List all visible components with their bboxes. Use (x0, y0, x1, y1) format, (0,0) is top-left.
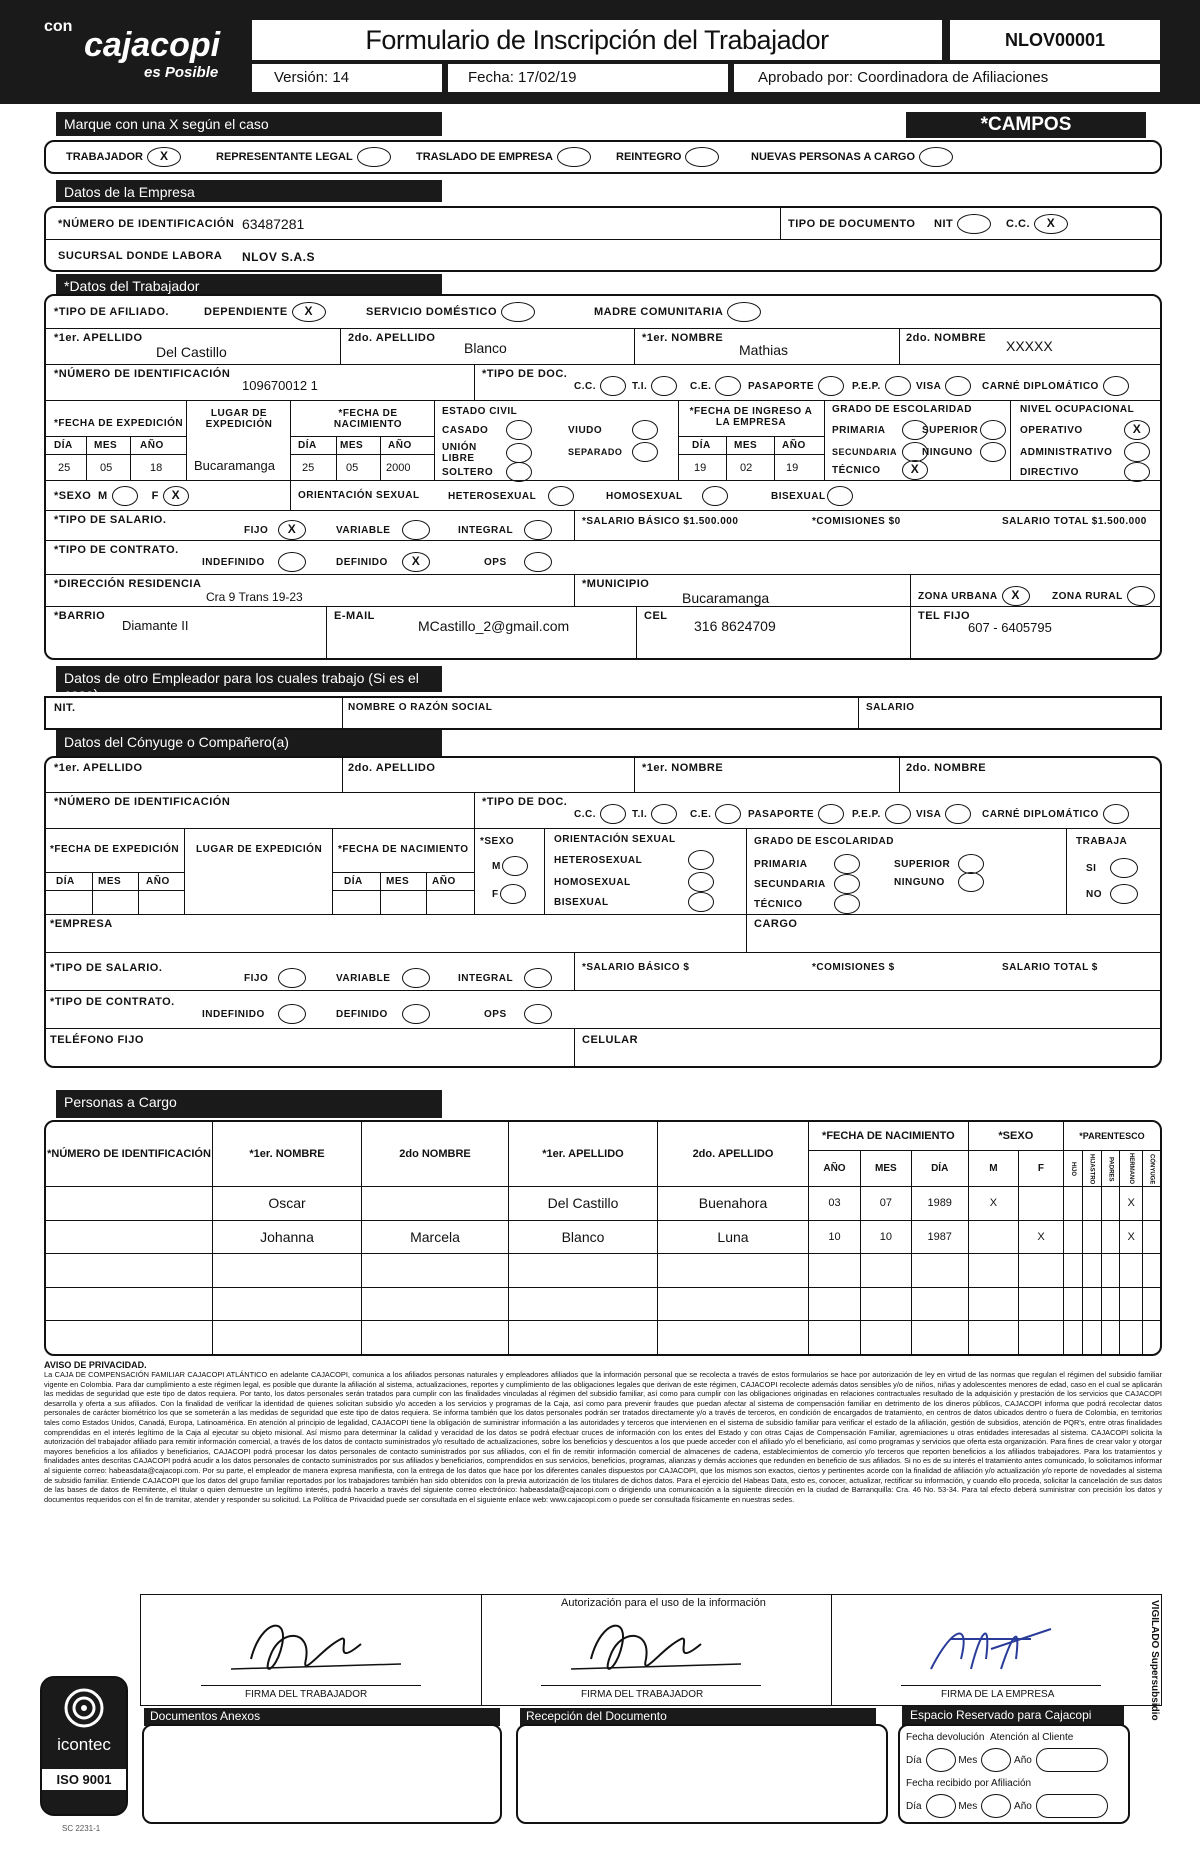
company-id-value[interactable]: 63487281 (242, 216, 305, 232)
orient-homo[interactable]: HOMOSEXUAL (606, 486, 728, 506)
spouse-birth-year-label: AÑO (432, 876, 456, 887)
spouse-phone-label: TELÉFONO FIJO (50, 1034, 144, 1046)
spouse-basic-label[interactable]: *SALARIO BÁSICO $ (582, 962, 690, 973)
table-row (46, 1187, 1160, 1220)
cell-year[interactable] (809, 1254, 861, 1287)
surname1-label: *1er. APELLIDO (54, 332, 143, 344)
exp-year[interactable]: 18 (150, 462, 163, 474)
total-salary[interactable]: SALARIO TOTAL $1.500.000 (1002, 516, 1147, 527)
birth-day[interactable]: 25 (302, 462, 315, 474)
birth-label: *FECHA DE NACIMIENTO (333, 408, 403, 430)
cell-f[interactable] (1019, 1254, 1064, 1287)
exp-place-label: LUGAR DE EXPEDICIÓN (205, 408, 273, 430)
table-row (46, 1321, 1160, 1355)
th-month: MES (860, 1151, 911, 1187)
cell-kin[interactable] (1082, 1187, 1101, 1220)
cell-day[interactable] (911, 1321, 968, 1355)
cell-name1[interactable]: Oscar (213, 1187, 362, 1220)
spouse-salary-fijo[interactable]: FIJO (244, 968, 306, 988)
cell-kin[interactable] (1142, 1254, 1160, 1287)
cell-year[interactable]: 03 (809, 1187, 861, 1220)
spouse-name1-label: *1er. NOMBRE (642, 762, 724, 774)
dependents-table (46, 1122, 1160, 1354)
option-reintegro[interactable]: REINTEGRO (616, 147, 751, 167)
spouse-salary-type-label: *TIPO DE SALARIO. (50, 962, 163, 974)
cell-kin[interactable] (1101, 1187, 1120, 1220)
mark-bar: Marque con una X según el caso (56, 112, 442, 136)
cell-surname1[interactable] (509, 1321, 658, 1355)
cell-kin[interactable] (1063, 1187, 1082, 1220)
cell-f[interactable] (1019, 1287, 1064, 1320)
th-year: AÑO (809, 1151, 861, 1187)
commissions[interactable]: *COMISIONES $0 (812, 516, 901, 527)
signature-area (140, 1594, 1162, 1706)
cell-id[interactable] (46, 1287, 213, 1320)
exp-place[interactable]: Bucaramanga (194, 458, 275, 473)
spouse-birth-label: *FECHA DE NACIMIENTO (338, 844, 469, 855)
th-kin-conyuge: CÓNYUGE (1142, 1151, 1160, 1187)
table-row (46, 1220, 1160, 1253)
spouse-bar: Datos del Cónyuge o Compañero(a) (56, 730, 442, 758)
cell-id[interactable] (46, 1321, 213, 1355)
cell-year[interactable] (809, 1321, 861, 1355)
contract-indefinido[interactable]: INDEFINIDO (202, 552, 306, 572)
zone-rural[interactable]: ZONA RURAL (1052, 586, 1155, 606)
worker-box (44, 294, 1162, 660)
company-nit[interactable]: NIT (934, 214, 991, 234)
cell-kin[interactable] (1101, 1254, 1120, 1287)
spouse-contract-label: *TIPO DE CONTRATO. (50, 996, 175, 1008)
spouse-sex-label: *SEXO (480, 836, 515, 847)
reception-box[interactable] (516, 1724, 888, 1824)
th-surname1: *1er. APELLIDO (509, 1122, 658, 1187)
cell-m[interactable] (968, 1220, 1018, 1253)
spouse-exp-place-label: LUGAR DE EXPEDICIÓN (196, 844, 323, 855)
cell-m[interactable] (968, 1287, 1018, 1320)
edu-primaria[interactable]: PRIMARIA (832, 420, 928, 440)
cell-name1[interactable] (213, 1287, 362, 1320)
spouse-id-label: *NÚMERO DE IDENTIFICACIÓN (54, 796, 231, 808)
cell-surname2[interactable] (658, 1254, 809, 1287)
spouse-surname2-label: 2do. APELLIDO (348, 762, 436, 774)
spouse-contract-definido[interactable]: DEFINIDO (336, 1004, 430, 1024)
cert-code: SC 2231-1 (62, 1824, 101, 1833)
cell-name1[interactable] (213, 1321, 362, 1355)
th-name1: *1er. NOMBRE (213, 1122, 362, 1187)
dependents-box (44, 1120, 1162, 1356)
privacy-text: La CAJA DE COMPENSACIÓN FAMILIAR CAJACOPI ATLÁNTICO en adelante CAJACOPI, comunica a los afiliados personas naturales y empleadores afiliados que la información personal que se recolecta a través de estos formularios se hace por autorización de ley en virtud de las normas que regulan el régimen del subsidio familiar vigente en Colombia. Para dar cumplimiento a este régimen legal, es posible que durante la afiliación al sistema, actualizaciones, reportes y cumplimiento de las obligaciones legales que derivan de este régimen, CAJACOPI recolecte además datos sensibles y/o de niños, niñas y adolescentes menores de edad, caso en el cual se aplicarán las medidas de seguridad que este tipo de datos requiera. Por tanto, los datos personales serán tratados para cumplir con las finalidades vinculadas al régimen del subsidio familiar, así como para cumplir con las obligaciones originadas en relaciones contractuales resultado de la adquisición y prestación de los servicios que CAJACOPI desarrolla y oferta a sus afiliados. Con la finalidad de verificar la identidad de quienes solicitan subsidio y/o acceden a los servicios y programas de la Caja, así como para prevenir fraudes que puedan afectar al sistema de compensación familiar en detrimento de los dineros públicos, CAJACOPI informa que podrá recolectar datos personales de carácter biométrico los que se someterán a las medidas de seguridad que este tipo de datos requiera. Se informa también que los datos personales podrán ser tratados directamente y/o a través de terceros, en condición de encargados de tratamiento, en centros de datos ubicados dentro o fuera de Colombia, en territorios tales como Estados Unidos, Canadá, Europa, Latinoamérica. En atención al principio de legalidad, CAJACOPI tiene la obligación de suministrar información a las autoridades y terceros que intervienen en el sistema de subsidio familiar para verificar el estado de la afiliación, gestión de subsidios, atención de PQR's, entre otras finalidades comprendidas en el interés legítimo de la Caja al ejecutar su objeto misional. Así mismo para determinar la calidad y veracidad de los datos se podrá efectuar cruces de información con los entes del Estado y con otras Cajas de Compensación Familiar, agremiaciones u otras entidades interesadas al sistema. CAJACOPI solicita la autorización del trabajador afiliado para remitir información comercial, a través de los datos de contacto suministrados y/o resultado de actualizaciones, sobre los beneficios y descuentos a los que puede acceder con el afiliado y/o el beneficiario, así como programas y servicios que oferta esta organización. Para fines de crear valor y otorgar mayores beneficios a los afiliados y beneficiarios, CAJACOPI podrá procesar los datos personales de contacto suministrados por sus afiliados, con el fin de remitir información comercial de almacenes de cadena, establecimientos de comercio y/o terceros que reporten beneficios a los afiliados trabajadores. Para los tratamientos y finalidades antes descritas CAJACOPI podrá acudir a los datos personales de contacto suministrados por sus afiliados y beneficiarios, comprendidos en sus servicios, beneficios, programas, alianzas y demás acciones que redunden en beneficio de sus afiliados. Si no es de su interés el tratamiento antes comunicado, lo solicitamos informar al siguiente correo: habeasdata@cajacopi.com. Por su parte, el empleador de manera expresa manifiesta, con la entrega de los datos que hace por los diferentes canales dispuestos por CAJACOPI, que los mismos son exactos, ciertos y pertinentes acorde con la finalidad de afiliación y/o actualización y/o reporte de novedades al sistema de subsidio familiar. Entiende CAJACOPI que los datos del grupo familiar reportados por los trabajadores también han sido obtenidos con la previa autorización de los titulares de dichos datos. Para el ejercicio del Habeas Data, esto es, conocer, actualizar, rectificar su información, y cuando ello proceda, solicitar la cancelación de sus datos de las bases de datos de Remitente, el titular o quien demuestre un legítimo interés, podrá hacerlo a través del siguiente correo electrónico: habeasdata@cajacopi.com o dirigiendo una comunicación a la siguiente dirección en la ciudad de Barranquilla: Cra. 46 No. 53-34. Para tal efecto deberá suministrar con precisión los datos y documentos requeridos con el fin de tramitar, atender y responder su solicitud. La Política de Privacidad puede ser consultada en el siguiente enlace web: www.cajacopi.com o puede ser consultada físicamente en nuestras sedes. (44, 1370, 1162, 1504)
cell-name2[interactable] (362, 1254, 509, 1287)
other-employer-bar: Datos de otro Empleador para los cuales trabajo (Si es el caso) (56, 666, 442, 692)
city-value[interactable]: Bucaramanga (682, 590, 770, 606)
cell-surname1[interactable] (509, 1254, 658, 1287)
cell-month[interactable] (860, 1254, 911, 1287)
entry-day[interactable]: 19 (694, 462, 707, 474)
civil-label: ESTADO CIVIL (442, 406, 518, 417)
cell-kin[interactable]: X (1120, 1187, 1142, 1220)
cell-kin[interactable] (1120, 1254, 1142, 1287)
cell-day[interactable]: 1987 (911, 1220, 968, 1253)
cell-name1[interactable]: Johanna (213, 1220, 362, 1253)
cell-kin[interactable] (1142, 1187, 1160, 1220)
spouse-exp-year-label: AÑO (146, 876, 170, 887)
hood-value[interactable]: Diamante II (122, 618, 189, 633)
spouse-edu-primaria[interactable]: PRIMARIA (754, 854, 860, 874)
salary-type-label: *TIPO DE SALARIO. (54, 514, 167, 526)
logo-top: con (44, 18, 73, 35)
sex-f[interactable]: X (163, 486, 189, 506)
occ-operativo[interactable]: OPERATIVO X (1020, 420, 1150, 440)
contract-label: *TIPO DE CONTRATO. (54, 544, 179, 556)
cell-month[interactable] (860, 1321, 911, 1355)
cell-surname1[interactable] (509, 1287, 658, 1320)
worker-bar: *Datos del Trabajador (56, 274, 442, 296)
cell-m[interactable] (968, 1321, 1018, 1355)
name2-label: 2do. NOMBRE (906, 332, 987, 344)
cell-kin[interactable] (1082, 1220, 1101, 1253)
hood-label: *BARRIO (54, 610, 106, 622)
cell-day[interactable] (911, 1254, 968, 1287)
cell-name2[interactable] (362, 1187, 509, 1220)
reception-bar: Recepción del Documento (520, 1708, 876, 1726)
spouse-salary-variable[interactable]: VARIABLE (336, 968, 430, 988)
cell-f[interactable] (1019, 1321, 1064, 1355)
spouse-cel-label: CELULAR (582, 1034, 639, 1046)
cell-kin[interactable] (1142, 1220, 1160, 1253)
spouse-doctypes: C.C. T.I. C.E. PASAPORTE P.E.P. VISA CARNÉ DIPLOMÁTICO (574, 804, 1129, 824)
cell-id[interactable] (46, 1187, 213, 1220)
spouse-comm-label[interactable]: *COMISIONES $ (812, 962, 895, 973)
cell-kin[interactable] (1063, 1254, 1082, 1287)
birth-month[interactable]: 05 (346, 462, 359, 474)
cell-surname1[interactable]: Blanco (509, 1220, 658, 1253)
entry-month-label: MES (734, 440, 758, 451)
spouse-works-label: TRABAJA (1076, 836, 1128, 847)
cell-month[interactable]: 07 (860, 1187, 911, 1220)
spouse-sex-f[interactable]: F (492, 884, 526, 904)
cell-year[interactable]: 10 (809, 1220, 861, 1253)
surname2-label: 2do. APELLIDO (348, 332, 436, 344)
spouse-company-label: *EMPRESA (50, 918, 113, 930)
logo-tagline: es Posible (144, 64, 219, 81)
surname2-value[interactable]: Blanco (464, 340, 507, 356)
name2-value[interactable]: XXXXX (1006, 338, 1053, 354)
th-birth: *FECHA DE NACIMIENTO (809, 1122, 969, 1151)
edu-tecnico[interactable]: TÉCNICO X (832, 460, 928, 480)
cell-day[interactable] (911, 1287, 968, 1320)
return-date[interactable]: Día Mes Año (906, 1748, 1108, 1772)
cell-kin[interactable] (1142, 1287, 1160, 1320)
worker-sign-label: FIRMA DEL TRABAJADOR (245, 1689, 368, 1700)
entry-day-label: DÍA (692, 440, 711, 451)
th-surname2: 2do. APELLIDO (658, 1122, 809, 1187)
form-version: Versión: 14 (252, 64, 442, 92)
worker-signature[interactable] (221, 1609, 421, 1689)
spouse-exp-month-label: MES (98, 876, 122, 887)
received-date[interactable]: Día Mes Año (906, 1794, 1108, 1818)
exp-month-label: MES (94, 440, 118, 451)
exp-year-label: AÑO (140, 440, 164, 451)
entry-month[interactable]: 02 (740, 462, 753, 474)
contract-ops[interactable]: OPS (484, 552, 552, 572)
spouse-bi[interactable]: BISEXUAL (554, 892, 714, 912)
cell-f[interactable] (1019, 1187, 1064, 1220)
company-branch-value[interactable]: NLOV S.A.S (242, 250, 316, 264)
edu-label: GRADO DE ESCOLARIDAD (832, 404, 973, 415)
zone-urban[interactable]: ZONA URBANA X (918, 586, 1030, 606)
spouse-surname1-label: *1er. APELLIDO (54, 762, 143, 774)
cell-kin[interactable] (1063, 1321, 1082, 1355)
cell-m[interactable]: X (968, 1187, 1018, 1220)
spouse-hetero[interactable]: HETEROSEXUAL (554, 850, 714, 870)
docs-box[interactable] (142, 1724, 502, 1824)
th-id: *NÚMERO DE IDENTIFICACIÓN (46, 1122, 213, 1187)
contract-definido[interactable]: DEFINIDO X (336, 552, 430, 572)
edu-superior[interactable]: SUPERIOR (922, 420, 1006, 440)
th-f: F (1019, 1151, 1064, 1187)
worker-doctype-label: *TIPO DE DOC. (482, 368, 568, 380)
exp-day-label: DÍA (54, 440, 73, 451)
company-branch-label: SUCURSAL DONDE LABORA (58, 250, 223, 262)
cell-kin[interactable] (1142, 1321, 1160, 1355)
spouse-works-yes[interactable]: SI (1086, 858, 1138, 878)
form-approved: Aprobado por: Coordinadora de Afiliaciones (734, 64, 1160, 92)
civil-union[interactable]: UNIÓN LIBRE (442, 442, 532, 464)
th-m: M (968, 1151, 1018, 1187)
spouse-total-label[interactable]: SALARIO TOTAL $ (1002, 962, 1098, 973)
affil-madre[interactable]: MADRE COMUNITARIA (594, 302, 814, 322)
iso-label: ISO 9001 (42, 1769, 126, 1790)
spouse-contract-indefinido[interactable]: INDEFINIDO (202, 1004, 306, 1024)
cell-surname2[interactable] (658, 1321, 809, 1355)
return-label-row: Fecha devolución Atención al Cliente (906, 1732, 1074, 1743)
entry-year-label: AÑO (782, 440, 806, 451)
privacy-notice (44, 1360, 1162, 1592)
other-employer-box (44, 696, 1162, 730)
spouse-works-no[interactable]: NO (1086, 884, 1138, 904)
th-kin-hermano: HERMANO (1120, 1151, 1142, 1187)
cell-name1[interactable] (213, 1254, 362, 1287)
worker-signature-2[interactable] (561, 1609, 761, 1689)
occ-label: NIVEL OCUPACIONAL (1020, 404, 1135, 415)
th-name2: 2do NOMBRE (362, 1122, 509, 1187)
affiliate-type-row: *TIPO DE AFILIADO. DEPENDIENTE X SERVICIO DOMÉSTICO MADRE COMUNITARIA (54, 302, 1154, 322)
other-name-label: NOMBRE O RAZÓN SOCIAL (348, 702, 493, 713)
exp-day[interactable]: 25 (58, 462, 71, 474)
form-code: NLOV00001 (950, 20, 1160, 60)
cell-kin[interactable] (1063, 1220, 1082, 1253)
name1-value[interactable]: Mathias (739, 342, 789, 358)
company-box (44, 206, 1162, 272)
sex-m[interactable] (112, 486, 138, 506)
spouse-edu-label: GRADO DE ESCOLARIDAD (754, 836, 895, 847)
th-kin-hijo: HIJO (1063, 1151, 1082, 1187)
spouse-salary-integral[interactable]: INTEGRAL (458, 968, 552, 988)
affil-domestico[interactable]: SERVICIO DOMÉSTICO (366, 302, 594, 322)
th-day: DÍA (911, 1151, 968, 1187)
company-doctype-label: TIPO DE DOCUMENTO (788, 218, 916, 230)
received-label: Fecha recibido por Afiliación (906, 1778, 1032, 1789)
cell-id[interactable] (46, 1254, 213, 1287)
reserved-box (898, 1724, 1130, 1824)
civil-separado[interactable]: SEPARADO (568, 442, 658, 462)
spouse-edu-secundaria[interactable]: SECUNDARIA (754, 874, 860, 894)
cell-surname1[interactable]: Del Castillo (509, 1187, 658, 1220)
worker-id-label: *NÚMERO DE IDENTIFICACIÓN (54, 368, 231, 380)
cell-kin[interactable] (1063, 1287, 1082, 1320)
cell-kin[interactable] (1120, 1287, 1142, 1320)
company-bar: Datos de la Empresa (56, 180, 442, 202)
spouse-edu-superior[interactable]: SUPERIOR (894, 854, 984, 874)
cell-surname2[interactable]: Luna (658, 1220, 809, 1253)
mark-options-box (44, 140, 1162, 174)
birth-day-label: DÍA (298, 440, 317, 451)
address-label: *DIRECCIÓN RESIDENCIA (54, 578, 202, 590)
th-kin-padres: PADRES (1101, 1151, 1120, 1187)
spouse-edu-ninguno[interactable]: NINGUNO (894, 872, 984, 892)
logo-brand: cajacopi (84, 26, 221, 64)
spouse-exp-day-label: DÍA (56, 876, 75, 887)
docs-bar: Documentos Anexos (144, 1708, 500, 1726)
spouse-birth-month-label: MES (386, 876, 410, 887)
cell-kin[interactable] (1120, 1321, 1142, 1355)
cell-name2[interactable]: Marcela (362, 1220, 509, 1253)
form-title: Formulario de Inscripción del Trabajador (252, 20, 942, 60)
occ-directivo[interactable]: DIRECTIVO (1020, 462, 1150, 482)
option-trabajador[interactable]: TRABAJADOR X (66, 147, 216, 167)
reserved-bar: Espacio Reservado para Cajacopi (902, 1706, 1124, 1726)
spouse-name2-label: 2do. NOMBRE (906, 762, 987, 774)
civil-soltero[interactable]: SOLTERO (442, 462, 532, 482)
name1-label: *1er. NOMBRE (642, 332, 724, 344)
table-row (46, 1254, 1160, 1287)
cell-day[interactable]: 1989 (911, 1187, 968, 1220)
orient-bi[interactable]: BISEXUAL (771, 486, 853, 506)
form-date: Fecha: 17/02/19 (448, 64, 728, 92)
basic-salary[interactable]: *SALARIO BÁSICO $1.500.000 (582, 516, 739, 527)
cell-kin[interactable] (1101, 1321, 1120, 1355)
other-nit-label: NIT. (54, 702, 76, 714)
cell-name2[interactable] (362, 1287, 509, 1320)
cell-kin[interactable]: X (1120, 1220, 1142, 1253)
cell-year[interactable] (809, 1287, 861, 1320)
cell-month[interactable]: 10 (860, 1220, 911, 1253)
required-note: *CAMPOS OBLIGATORIOS (906, 112, 1146, 138)
cell-kin[interactable] (1101, 1287, 1120, 1320)
occ-administrativo[interactable]: ADMINISTRATIVO (1020, 442, 1150, 462)
address-value[interactable]: Cra 9 Trans 19-23 (206, 590, 303, 604)
cell-id[interactable] (46, 1220, 213, 1253)
spouse-box (44, 756, 1162, 1068)
cell-kin[interactable] (1082, 1321, 1101, 1355)
entry-year[interactable]: 19 (786, 462, 799, 474)
cell-m[interactable] (968, 1254, 1018, 1287)
auth-label: Autorización para el uso de la información (561, 1597, 766, 1609)
civil-viudo[interactable]: VIUDO (568, 420, 658, 440)
cel-value[interactable]: 316 8624709 (694, 618, 776, 634)
email-label: E-MAIL (334, 610, 375, 622)
spouse-edu-tecnico[interactable]: TÉCNICO (754, 894, 860, 914)
cell-kin[interactable] (1101, 1220, 1120, 1253)
th-kin-hijastro: HIJASTRO (1082, 1151, 1101, 1187)
salary-variable[interactable]: VARIABLE (336, 520, 430, 540)
cell-f[interactable]: X (1019, 1220, 1064, 1253)
edu-secundaria[interactable]: SECUNDARIA (832, 442, 928, 462)
city-label: *MUNICIPIO (582, 578, 650, 590)
spouse-orient-label: ORIENTACIÓN SEXUAL (554, 834, 676, 845)
salary-fijo[interactable]: FIJO X (244, 520, 306, 540)
civil-casado[interactable]: CASADO (442, 420, 532, 440)
th-sex: *SEXO (968, 1122, 1063, 1151)
birth-month-label: MES (340, 440, 364, 451)
icontec-icon (59, 1686, 109, 1730)
email-value[interactable]: MCastillo_2@gmail.com (418, 618, 570, 634)
spouse-sex-m[interactable]: M (492, 856, 528, 876)
th-kin: *PARENTESCO (1063, 1122, 1160, 1151)
company-cc[interactable]: C.C. X (1006, 214, 1068, 234)
icontec-label: icontec (57, 1735, 111, 1754)
affil-dependiente[interactable]: DEPENDIENTE X (204, 302, 366, 322)
salary-integral[interactable]: INTEGRAL (458, 520, 552, 540)
option-representante[interactable]: REPRESENTANTE LEGAL (216, 147, 416, 167)
spouse-contract-ops[interactable]: OPS (484, 1004, 552, 1024)
logo (44, 18, 244, 88)
icontec-badge (40, 1676, 128, 1816)
phone-label: TEL FIJO (918, 610, 971, 622)
vigilado-text: VIGILADO Supersubsidio (1149, 1600, 1160, 1721)
sex-row: *SEXO M F X (54, 486, 189, 506)
worker-id-value[interactable]: 109670012 1 (242, 378, 318, 393)
worker-doctypes: C.C. T.I. C.E. PASAPORTE P.E.P. VISA CARNÉ DIPLOMÁTICO (574, 376, 1129, 396)
company-signature[interactable] (911, 1609, 1071, 1689)
cell-month[interactable] (860, 1287, 911, 1320)
company-sign-label: FIRMA DE LA EMPRESA (941, 1689, 1055, 1700)
cell-kin[interactable] (1082, 1254, 1101, 1287)
spouse-exp-date-label: *FECHA DE EXPEDICIÓN (50, 844, 180, 855)
phone-value[interactable]: 607 - 6405795 (968, 620, 1052, 635)
birth-year[interactable]: 2000 (386, 462, 411, 474)
exp-date-label: *FECHA DE EXPEDICIÓN (54, 418, 184, 429)
cel-label: CEL (644, 610, 668, 622)
spouse-doctype-label: *TIPO DE DOC. (482, 796, 568, 808)
option-nuevas[interactable]: NUEVAS PERSONAS A CARGO (751, 147, 971, 167)
cell-surname2[interactable]: Buenahora (658, 1187, 809, 1220)
spouse-birth-day-label: DÍA (344, 876, 363, 887)
dependents-bar: Personas a Cargo (56, 1090, 442, 1118)
entry-label: *FECHA DE INGRESO A LA EMPRESA (689, 406, 813, 428)
cell-surname2[interactable] (658, 1287, 809, 1320)
cell-kin[interactable] (1082, 1287, 1101, 1320)
table-row (46, 1287, 1160, 1320)
worker-sign-label-2: FIRMA DEL TRABAJADOR (581, 1689, 704, 1700)
birth-year-label: AÑO (388, 440, 412, 451)
spouse-position-label: CARGO (754, 918, 798, 930)
surname1-value[interactable]: Del Castillo (156, 344, 227, 360)
company-id-label: *NÚMERO DE IDENTIFICACIÓN (58, 218, 235, 230)
other-salary-label: SALARIO (866, 702, 915, 713)
mark-circle[interactable]: X (147, 147, 181, 167)
exp-month[interactable]: 05 (100, 462, 113, 474)
edu-ninguno[interactable]: NINGUNO (922, 442, 1006, 462)
cell-name2[interactable] (362, 1321, 509, 1355)
orient-hetero[interactable]: HETEROSEXUAL (448, 486, 574, 506)
privacy-title: AVISO DE PRIVACIDAD. (44, 1360, 147, 1370)
spouse-homo[interactable]: HOMOSEXUAL (554, 872, 714, 892)
orient-label: ORIENTACIÓN SEXUAL (298, 490, 420, 501)
option-traslado[interactable]: TRASLADO DE EMPRESA (416, 147, 616, 167)
